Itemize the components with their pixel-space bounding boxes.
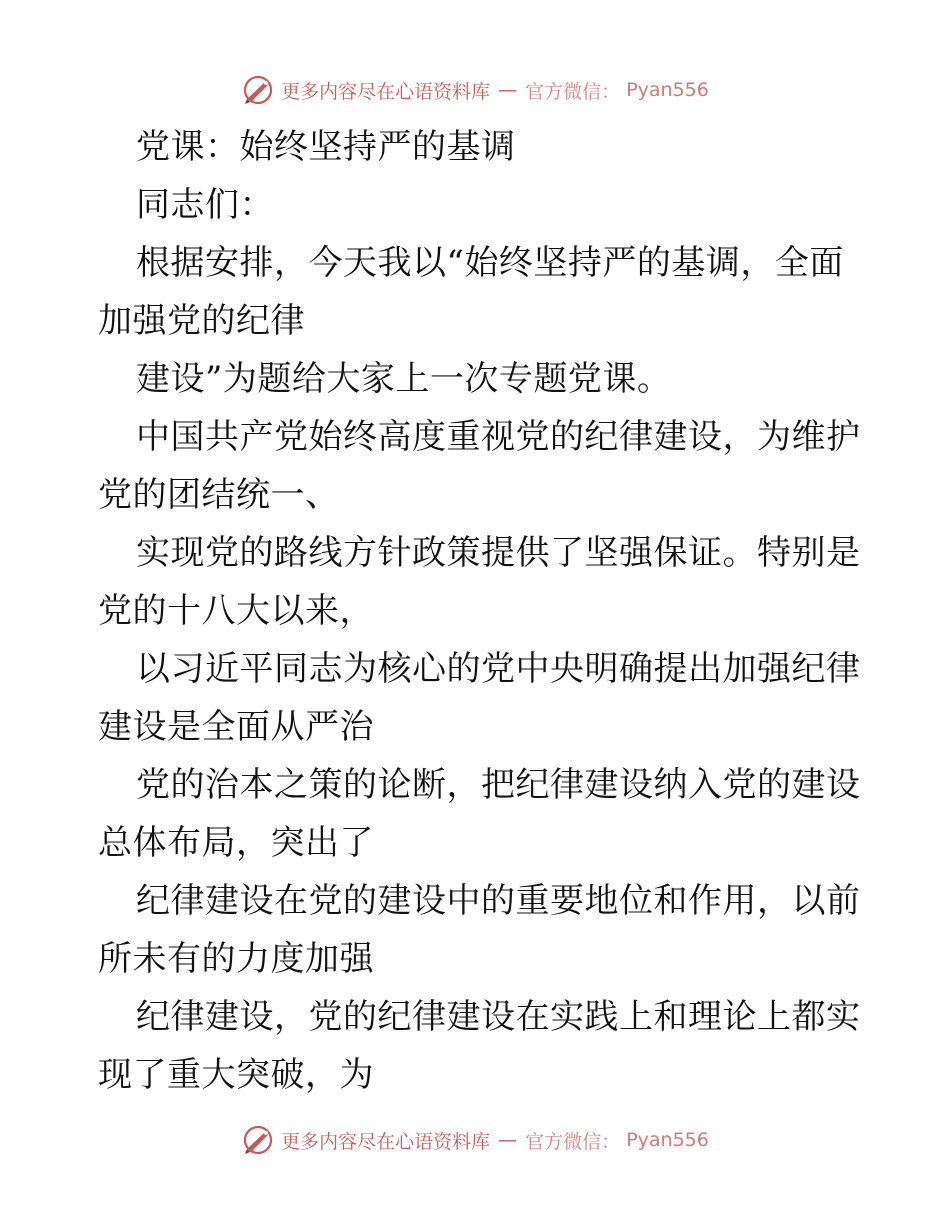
text-line: 以习近平同志为核心的党中央明确提出加强纪律 — [136, 649, 861, 689]
watermark-wechat-id: Pyan556 — [626, 1129, 709, 1151]
text-line: 党的十八大以来， — [98, 591, 374, 631]
text-line: 实现党的路线方针政策提供了坚强保证。特别是 — [136, 533, 861, 573]
text-line: 现了重大突破，为 — [98, 1055, 374, 1095]
text-line: 党的治本之策的论断，把纪律建设纳入党的建设 — [136, 765, 861, 805]
text-line: 建设是全面从严治 — [98, 707, 374, 747]
salutation: 同志们： — [136, 185, 274, 225]
watermark-main-text: 更多内容尽在心语资料库 — [281, 80, 491, 103]
text-line: 所未有的力度加强 — [98, 939, 374, 979]
pen-logo-icon — [241, 1123, 275, 1157]
text-line: 党的团结统一、 — [98, 475, 340, 515]
document-title: 党课：始终坚持严的基调 — [136, 127, 516, 167]
watermark-sub-text: 官方微信： — [525, 1130, 621, 1153]
text-line: 总体布局，突出了 — [98, 823, 374, 863]
text-line: 纪律建设在党的建设中的重要地位和作用，以前 — [136, 881, 861, 921]
text-line: 加强党的纪律 — [98, 301, 305, 341]
text-line: 纪律建设，党的纪律建设在实践上和理论上都实 — [136, 997, 861, 1037]
pen-logo-icon — [241, 73, 275, 107]
text-line: 中国共产党始终高度重视党的纪律建设，为维护 — [136, 417, 861, 457]
footer-watermark — [0, 1120, 950, 1160]
watermark-main-text: 更多内容尽在心语资料库 — [281, 1130, 491, 1153]
watermark-wechat-id: Pyan556 — [626, 79, 709, 101]
text-line: 根据安排，今天我以“始终坚持严的基调，全面 — [136, 243, 844, 283]
document-body — [98, 118, 861, 1104]
watermark-sub-text: 官方微信： — [525, 80, 621, 103]
header-watermark — [0, 70, 950, 110]
watermark-separator: — — [498, 79, 518, 101]
watermark-separator: — — [498, 1129, 518, 1151]
text-line: 建设”为题给大家上一次专题党课。 — [136, 359, 672, 399]
